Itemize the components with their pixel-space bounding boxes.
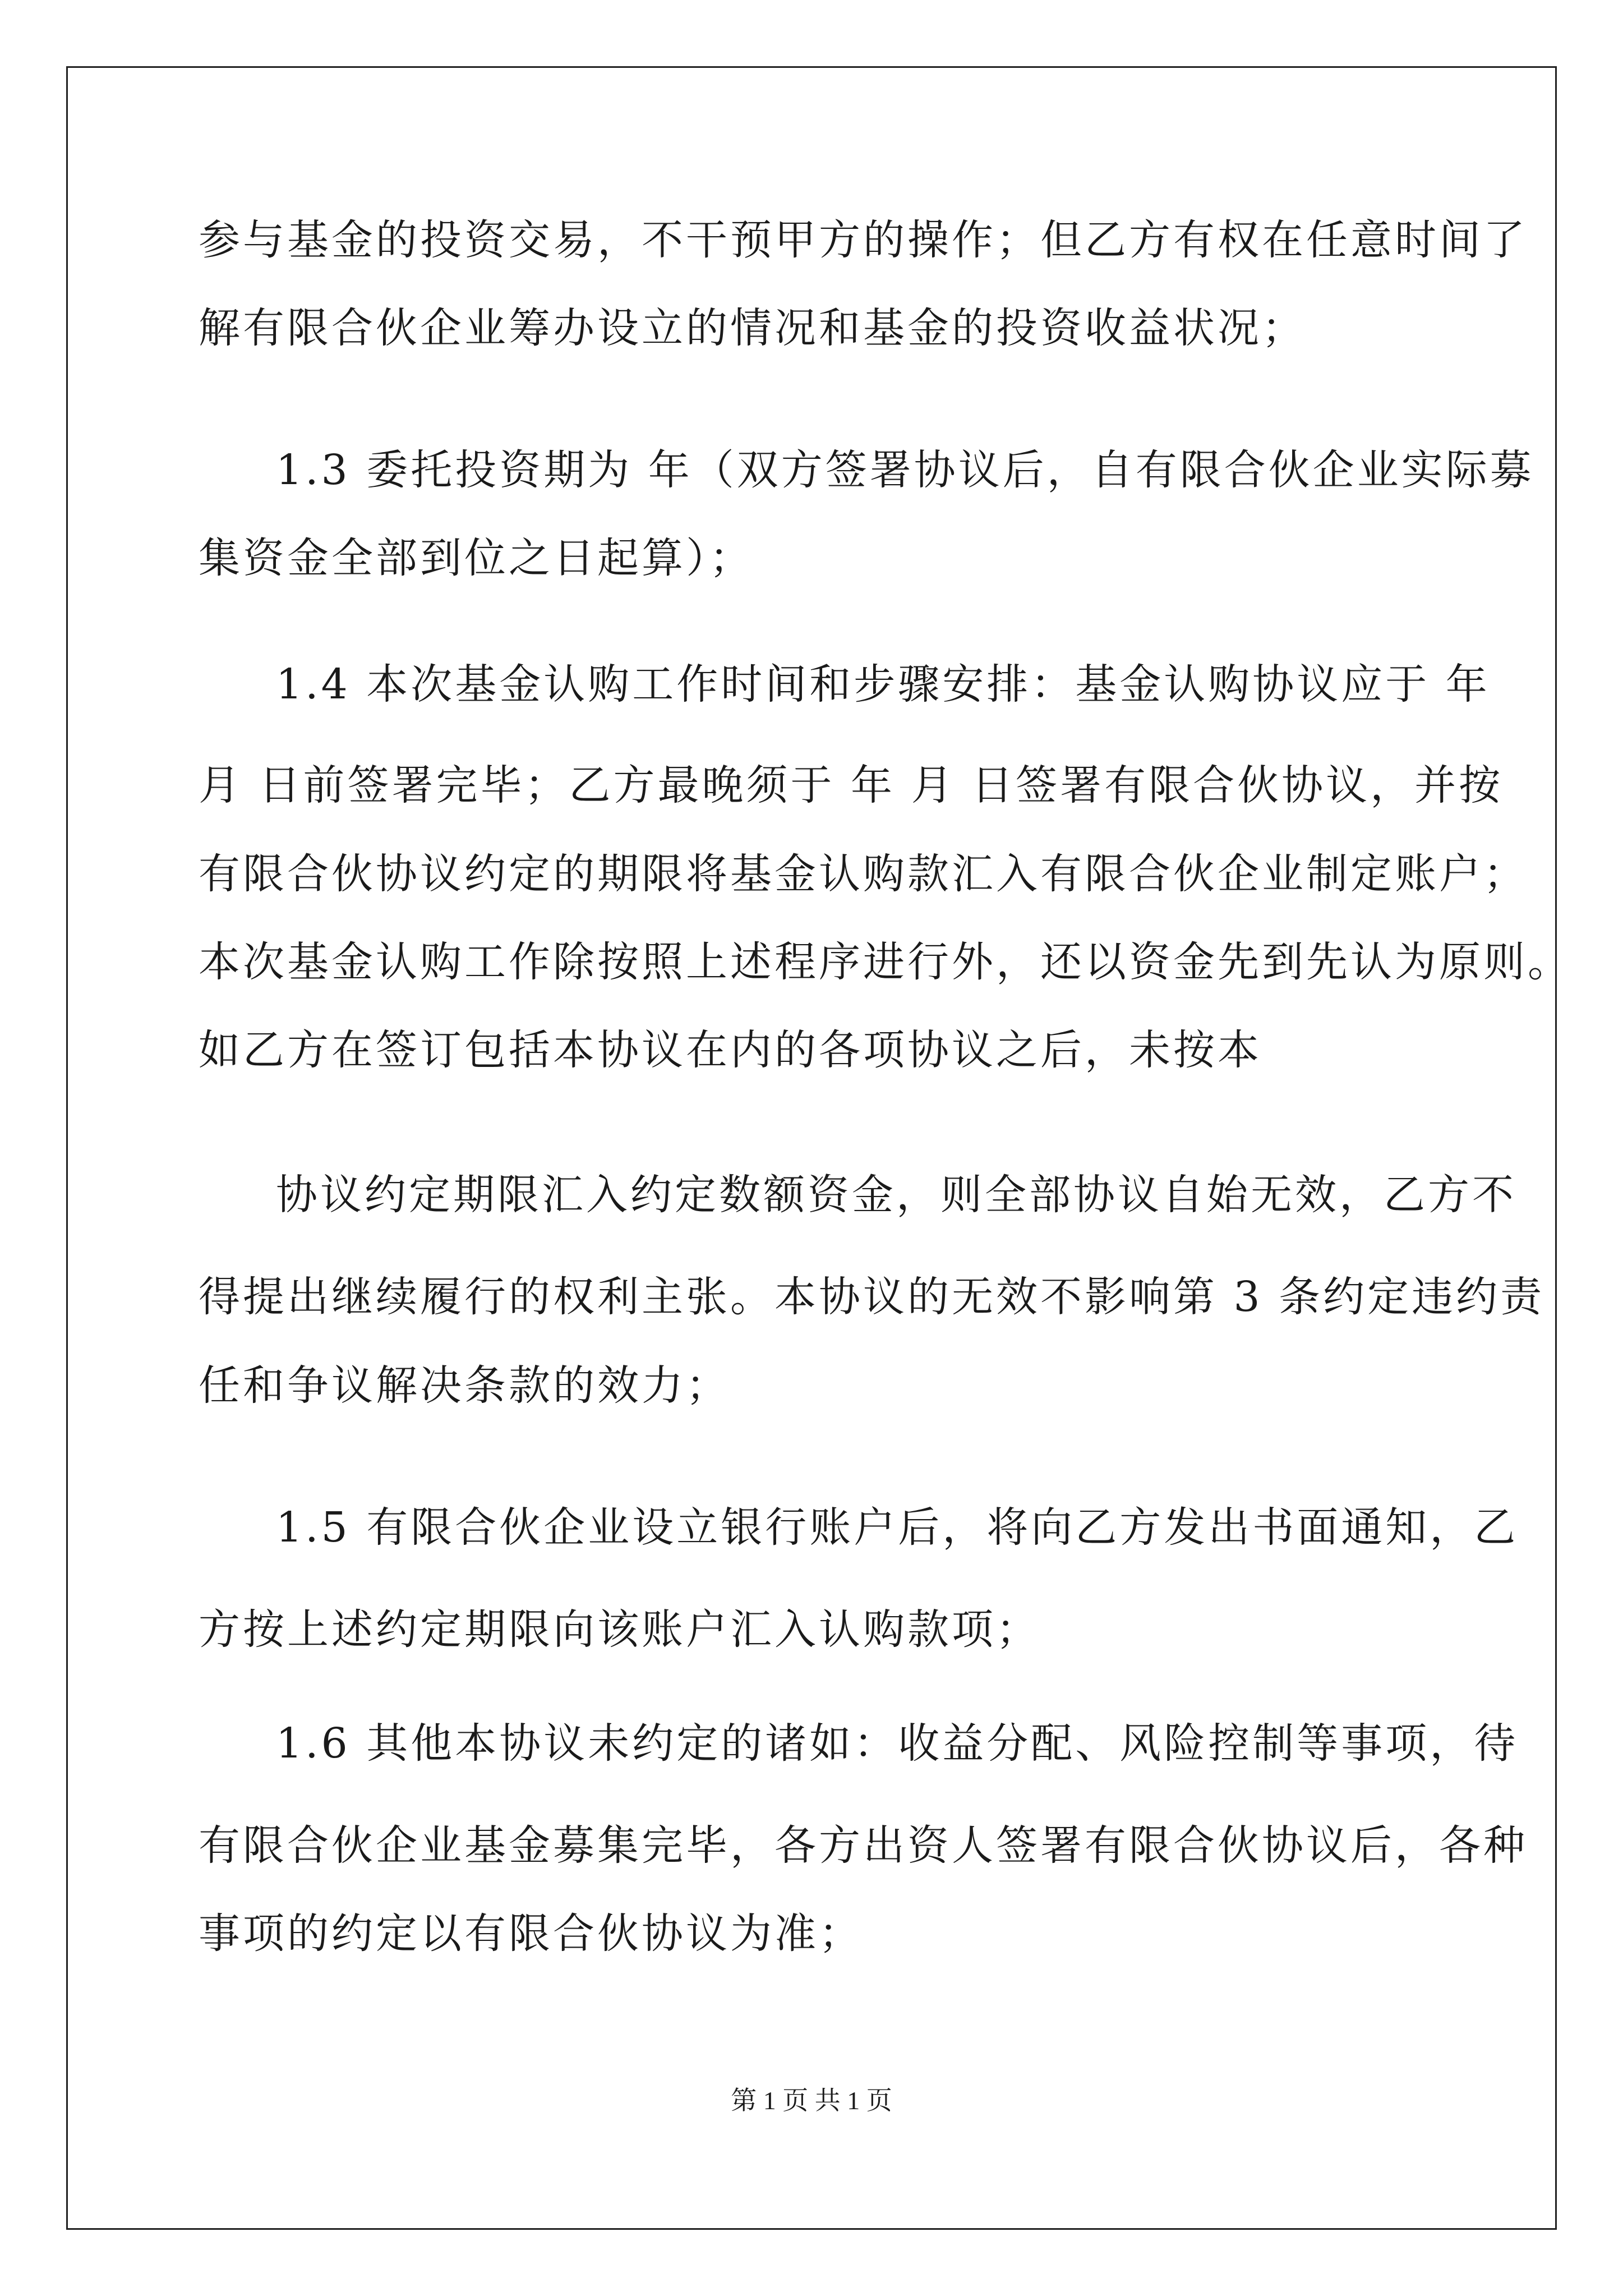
body-line: 解有限合伙企业筹办设立的情况和基金的投资收益状况； (199, 304, 1306, 352)
body-line: 任和争议解决条款的效力； (199, 1361, 730, 1410)
body-line: 1.4 本次基金认购工作时间和步骤安排：基金认购协议应于 年 (276, 660, 1490, 708)
body-line: 参与基金的投资交易，不干预甲方的操作；但乙方有权在任意时间了 (199, 216, 1528, 264)
body-line: 本次基金认购工作除按照上述程序进行外，还以资金先到先认为原则。 (199, 938, 1572, 986)
body-line: 有限合伙企业基金募集完毕，各方出资人签署有限合伙协议后，各种 (199, 1821, 1528, 1870)
body-line: 月 日前签署完毕；乙方最晚须于 年 月 日签署有限合伙协议，并按 (199, 761, 1504, 809)
body-line: 集资金全部到位之日起算）； (199, 534, 754, 582)
page-number-footer: 第 1 页 共 1 页 (731, 2086, 892, 2115)
body-line: 方按上述约定期限向该账户汇入认购款项； (199, 1605, 1040, 1654)
body-line: 协议约定期限汇入约定数额资金，则全部协议自始无效，乙方不 (276, 1171, 1516, 1219)
body-line: 1.3 委托投资期为 年（双方签署协议后，自有限合伙企业实际募 (276, 446, 1534, 494)
body-line: 得提出继续履行的权利主张。本协议的无效不影响第 3 条约定违约责 (199, 1273, 1545, 1321)
body-line: 如乙方在签订包括本协议在内的各项协议之后，未按本 (199, 1026, 1262, 1074)
body-line: 有限合伙协议约定的期限将基金认购款汇入有限合伙企业制定账户； (199, 850, 1528, 898)
body-line: 1.6 其他本协议未约定的诸如：收益分配、风险控制等事项，待 (276, 1719, 1519, 1768)
body-line: 1.5 有限合伙企业设立银行账户后，将向乙方发出书面通知，乙 (276, 1503, 1519, 1552)
body-line: 事项的约定以有限合伙协议为准； (199, 1910, 863, 1958)
